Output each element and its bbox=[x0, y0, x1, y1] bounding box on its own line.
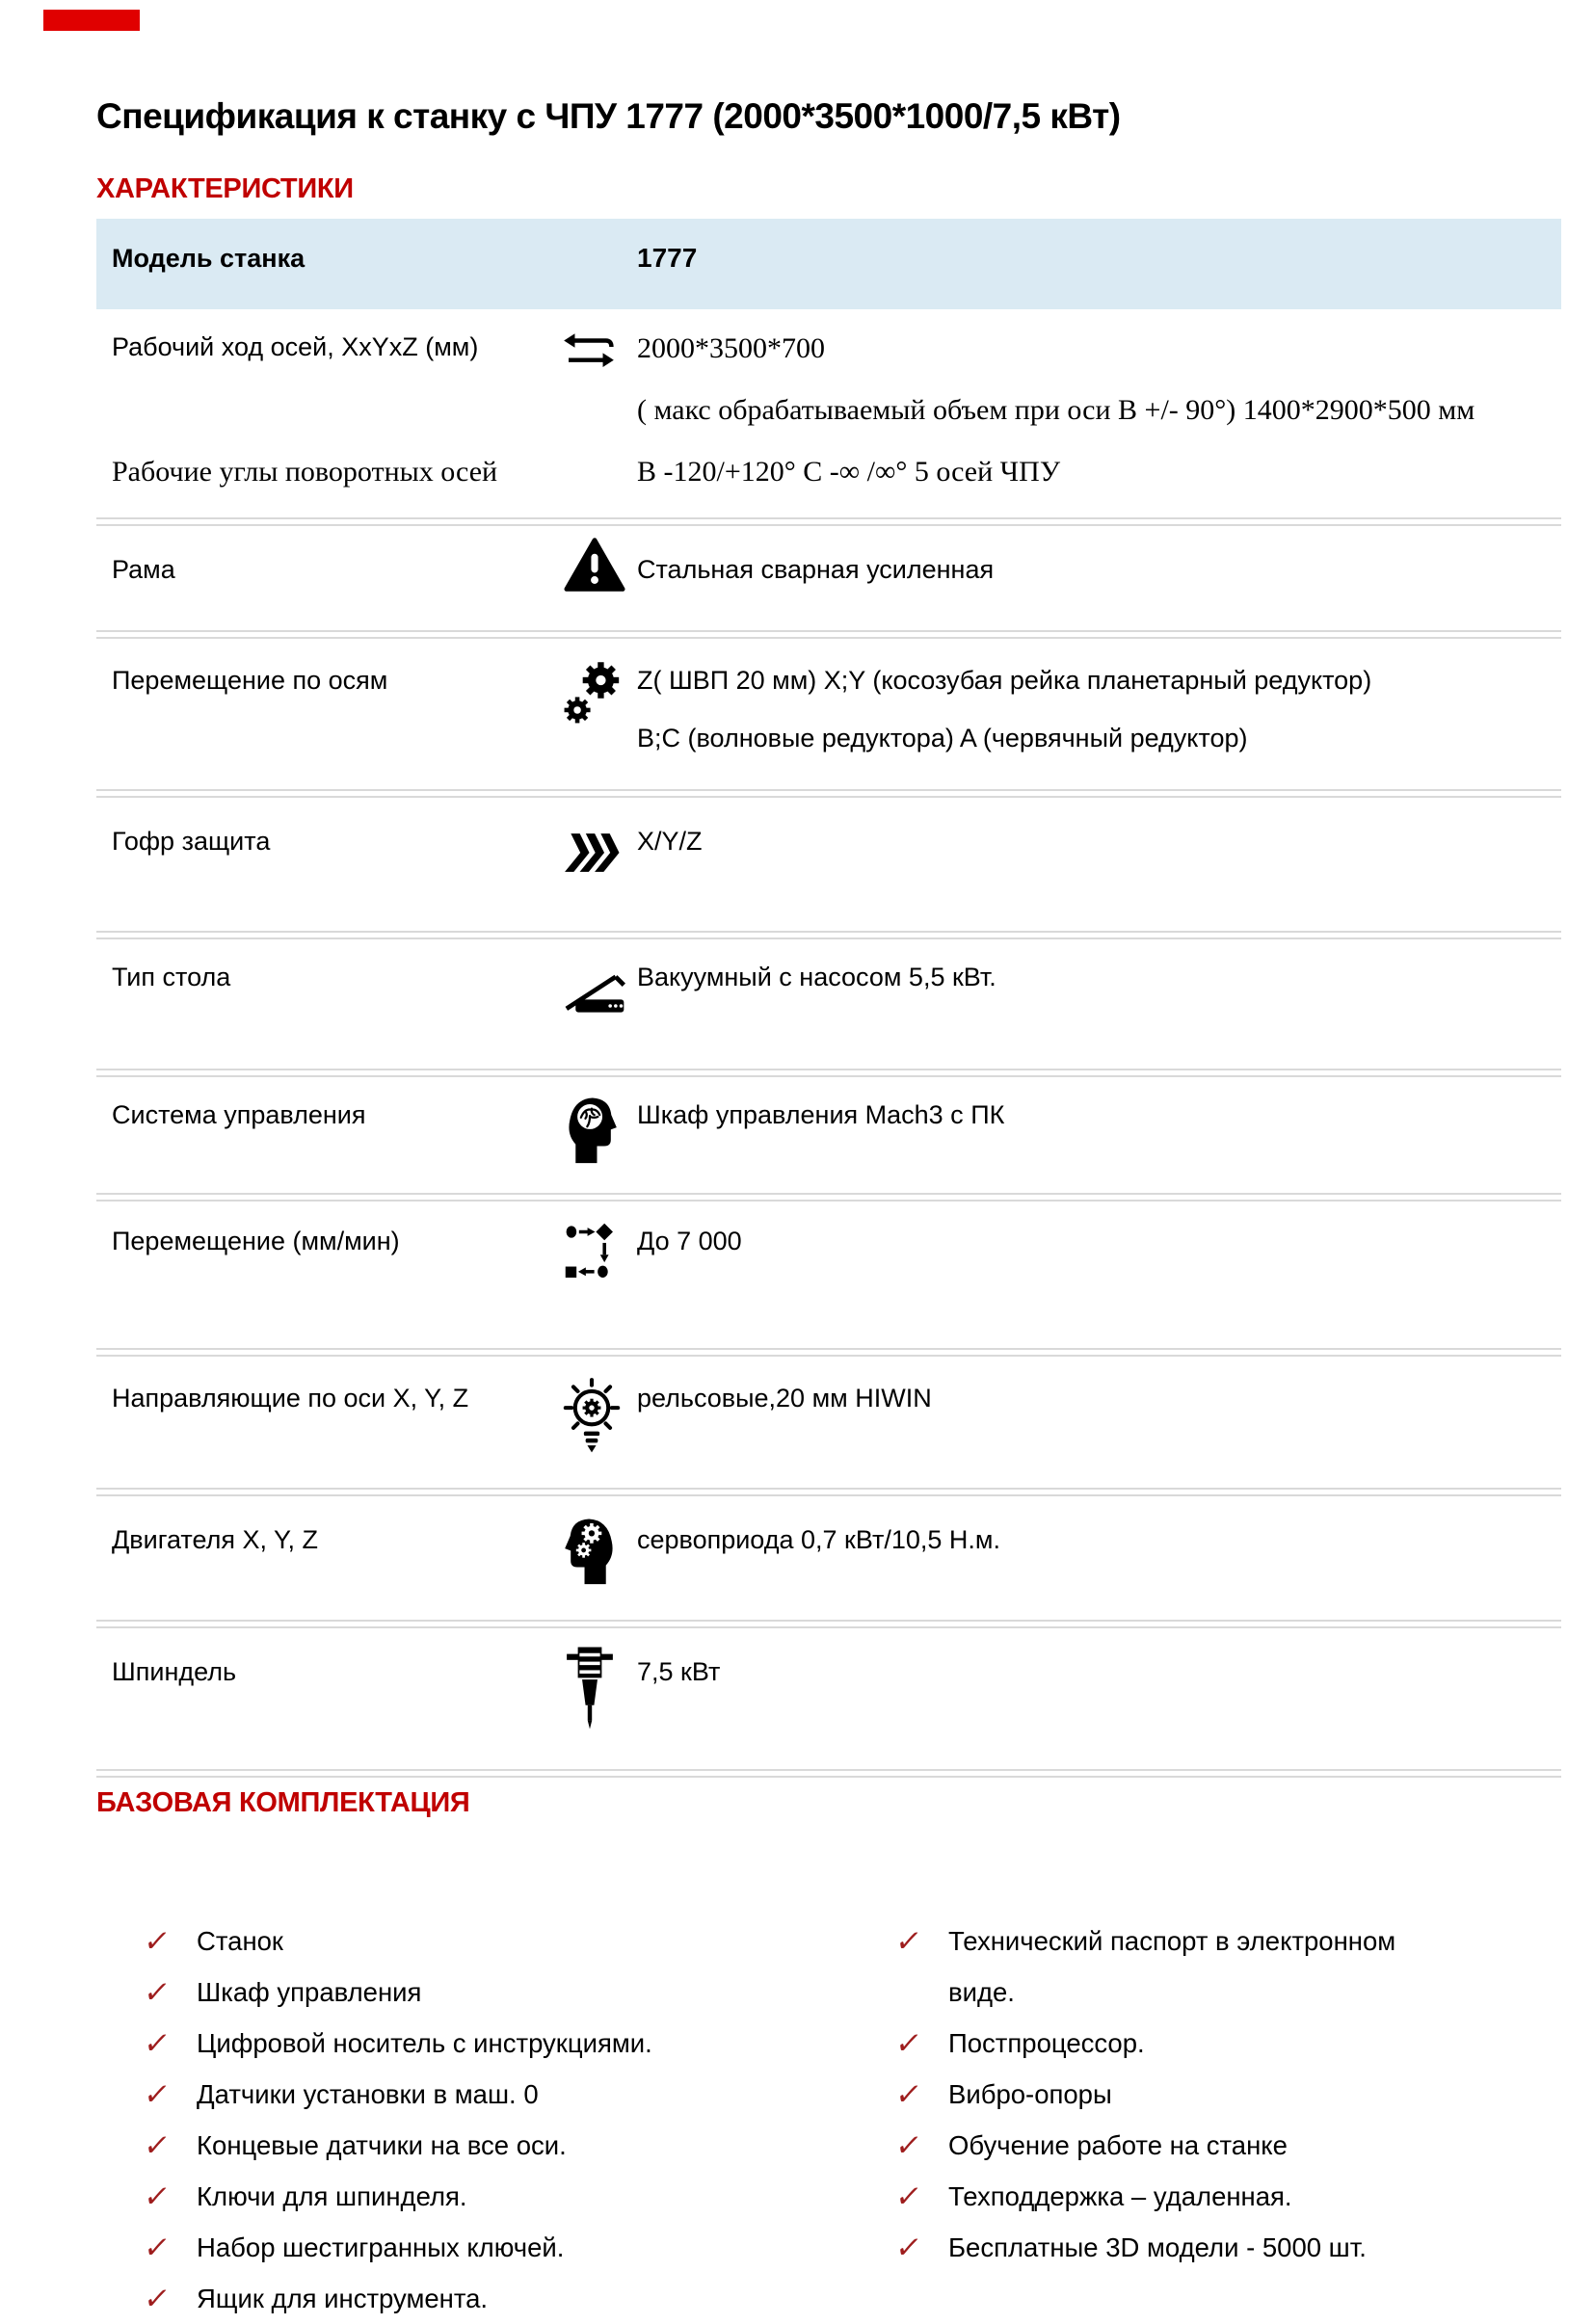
list-item-label: Бесплатные 3D модели - 5000 шт. bbox=[948, 2232, 1367, 2262]
list-item-label: Станок bbox=[197, 1926, 283, 1956]
list-item-label: Датчики установки в маш. 0 bbox=[197, 2079, 539, 2109]
checkmark-icon: ✓ bbox=[141, 2077, 173, 2111]
table-row-table-type bbox=[96, 939, 1561, 1069]
head-gears-icon bbox=[564, 1523, 637, 1585]
row-value: До 7 000 bbox=[637, 1227, 742, 1255]
list-item bbox=[892, 2171, 1552, 2222]
row-value-bca: B;C (волновые редуктора) A (червячный редуктор) bbox=[637, 724, 1248, 753]
checkmark-icon: ✓ bbox=[892, 2231, 925, 2264]
row-divider bbox=[96, 1488, 1561, 1496]
row-divider bbox=[96, 1069, 1561, 1077]
page-corner-red-mark bbox=[43, 10, 140, 31]
section-heading-characteristics: ХАРАКТЕРИСТИКИ bbox=[96, 173, 354, 204]
list-item bbox=[141, 1915, 896, 1967]
list-item-label: Шкаф управления bbox=[197, 1977, 422, 2007]
table-row-control bbox=[96, 1077, 1561, 1193]
list-item bbox=[892, 2222, 1552, 2273]
section-heading-package: БАЗОВАЯ КОМПЛЕКТАЦИЯ bbox=[96, 1787, 470, 1818]
row-value: 1777 bbox=[637, 243, 698, 273]
table-row-axis-drive bbox=[96, 639, 1561, 789]
list-item-label: Технический паспорт в электронном виде. bbox=[948, 1926, 1396, 2007]
checkmark-icon: ✓ bbox=[892, 2026, 925, 2060]
table-row-bellows bbox=[96, 798, 1561, 931]
row-value-xyz: Z( ШВП 20 мм) X;Y (косозубая рейка планетарный редуктор) bbox=[637, 666, 1372, 695]
checkmark-icon: ✓ bbox=[892, 1924, 925, 1958]
checkmark-icon: ✓ bbox=[892, 2179, 925, 2213]
table-row-frame bbox=[96, 526, 1561, 630]
list-item-label: Ключи для шпинделя. bbox=[197, 2181, 467, 2211]
row-divider bbox=[96, 1193, 1561, 1202]
vacuum-table-icon bbox=[564, 961, 637, 1017]
table-row-travel bbox=[96, 309, 1561, 517]
row-label: Рабочий ход осей, XxYxZ (мм) bbox=[112, 332, 479, 361]
table-row-motors bbox=[96, 1496, 1561, 1620]
row-label-rotary: Рабочие углы поворотных осей bbox=[112, 456, 498, 488]
row-divider bbox=[96, 1348, 1561, 1357]
list-item bbox=[141, 2120, 896, 2171]
package-list bbox=[96, 1915, 1561, 2324]
row-label: Модель станка bbox=[112, 244, 306, 273]
checkmark-icon: ✓ bbox=[141, 2128, 173, 2162]
row-label: Перемещение (мм/мин) bbox=[112, 1227, 400, 1255]
row-value-group bbox=[637, 330, 1561, 490]
row-label: Двигателя X, Y, Z bbox=[112, 1525, 318, 1554]
row-value: Шкаф управления Mach3 с ПК bbox=[637, 1100, 1005, 1129]
list-item bbox=[892, 1915, 1552, 2018]
table-row-model bbox=[96, 219, 1561, 309]
idea-bulb-gear-icon bbox=[564, 1382, 637, 1459]
list-item bbox=[141, 2171, 896, 2222]
list-item-label: Вибро-опоры bbox=[948, 2079, 1112, 2109]
table-row-spindle bbox=[96, 1628, 1561, 1769]
flow-steps-icon bbox=[564, 1225, 637, 1292]
list-item bbox=[892, 2069, 1552, 2120]
row-value: 7,5 кВт bbox=[637, 1657, 721, 1686]
spindle-drill-icon bbox=[564, 1655, 637, 1732]
row-label: Тип стола bbox=[112, 963, 231, 991]
gears-icon bbox=[564, 664, 637, 729]
checkmark-icon: ✓ bbox=[141, 2231, 173, 2264]
row-divider bbox=[96, 1769, 1561, 1778]
row-label: Система управления bbox=[112, 1100, 366, 1129]
row-divider bbox=[96, 789, 1561, 798]
row-divider bbox=[96, 517, 1561, 526]
row-divider bbox=[96, 931, 1561, 939]
table-row-rails bbox=[96, 1357, 1561, 1488]
list-item-label: Цифровой носитель с инструкциями. bbox=[197, 2028, 652, 2058]
list-item bbox=[141, 2018, 896, 2069]
list-item bbox=[141, 2069, 896, 2120]
list-item bbox=[141, 2273, 896, 2324]
package-column-right bbox=[892, 1915, 1552, 2324]
row-divider bbox=[96, 630, 1561, 639]
row-value: X/Y/Z bbox=[637, 827, 703, 856]
list-item bbox=[141, 1967, 896, 2018]
row-label: Направляющие по оси X, Y, Z bbox=[112, 1384, 469, 1413]
row-value: сервоприода 0,7 кВт/10,5 Н.м. bbox=[637, 1525, 1000, 1554]
row-value-group bbox=[637, 664, 1561, 754]
list-item bbox=[892, 2120, 1552, 2171]
checkmark-icon: ✓ bbox=[141, 2179, 173, 2213]
head-brain-icon bbox=[564, 1098, 637, 1164]
checkmark-icon: ✓ bbox=[892, 2128, 925, 2162]
list-item-label: Обучение работе на станке bbox=[948, 2130, 1288, 2160]
checkmark-icon: ✓ bbox=[141, 2282, 173, 2315]
checkmark-icon: ✓ bbox=[141, 1975, 173, 2009]
triple-chevron-icon bbox=[564, 825, 637, 883]
list-item-label: Постпроцессор. bbox=[948, 2028, 1145, 2058]
row-value: рельсовые,20 мм HIWIN bbox=[637, 1384, 932, 1413]
table-row-speed bbox=[96, 1202, 1561, 1348]
row-value-angles: В -120/+120° С -∞ /∞° 5 осей ЧПУ bbox=[637, 456, 1061, 488]
list-item-label: Техподдержка – удаленная. bbox=[948, 2181, 1292, 2211]
package-column-left bbox=[141, 1915, 896, 2324]
list-item bbox=[892, 2018, 1552, 2069]
checkmark-icon: ✓ bbox=[141, 1924, 173, 1958]
list-item-label: Концевые датчики на все оси. bbox=[197, 2130, 567, 2160]
list-item-label: Набор шестигранных ключей. bbox=[197, 2232, 565, 2262]
row-value: Стальная сварная усиленная bbox=[637, 555, 995, 584]
checkmark-icon: ✓ bbox=[141, 2026, 173, 2060]
row-value-volume: ( макс обрабатываемый объем при оси В +/- 90°) 1400*2900*500 мм bbox=[637, 394, 1475, 426]
row-label: Гофр защита bbox=[112, 827, 271, 856]
page-title: Спецификация к станку с ЧПУ 1777 (2000*3500*1000/7,5 кВт) bbox=[96, 96, 1121, 136]
row-label: Шпиндель bbox=[112, 1657, 237, 1686]
spec-table bbox=[96, 219, 1561, 1778]
checkmark-icon: ✓ bbox=[892, 2077, 925, 2111]
row-label: Перемещение по осям bbox=[112, 666, 388, 695]
row-value: Вакуумный с насосом 5,5 кВт. bbox=[637, 963, 996, 991]
swap-arrows-icon bbox=[564, 330, 637, 371]
row-label: Рама bbox=[112, 555, 175, 584]
row-divider bbox=[96, 1620, 1561, 1628]
row-value-stroke: 2000*3500*700 bbox=[637, 332, 825, 364]
list-item-label: Ящик для инструмента. bbox=[197, 2284, 489, 2313]
row-label-group bbox=[96, 330, 564, 490]
list-item bbox=[141, 2222, 896, 2273]
warning-triangle-icon bbox=[564, 553, 637, 594]
